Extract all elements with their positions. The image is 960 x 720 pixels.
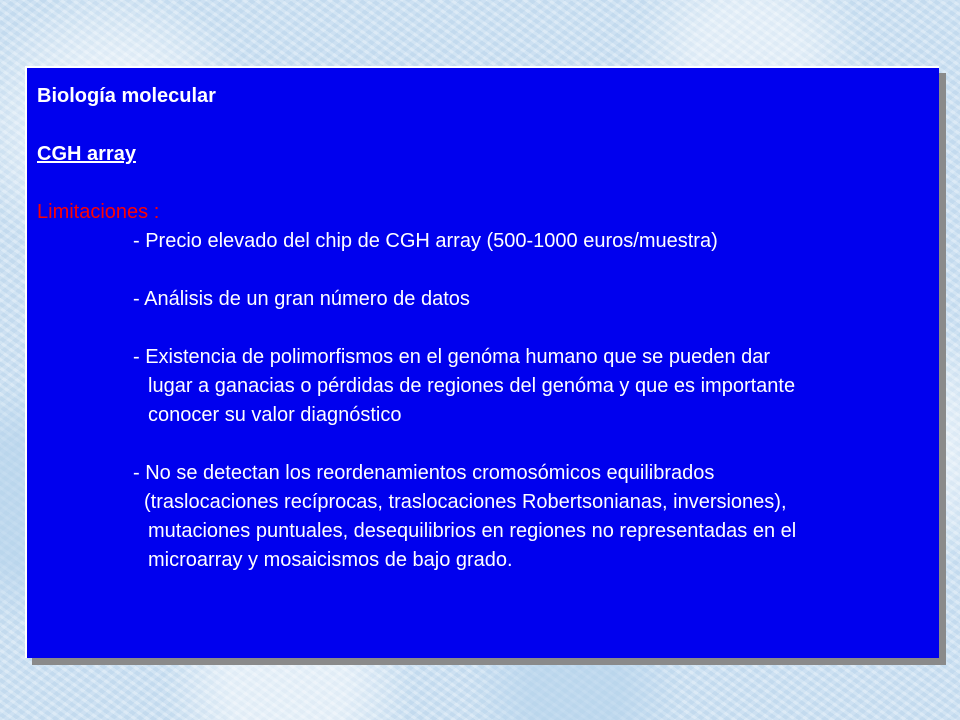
- slide-subtitle: CGH array: [37, 143, 136, 165]
- bullet-data-analysis: - Análisis de un gran número de datos: [133, 288, 470, 310]
- bullet-polymorphisms-line-3: conocer su valor diagnóstico: [148, 404, 402, 426]
- limitations-label: Limitaciones :: [37, 201, 160, 223]
- bullet-rearrangements-line-4: microarray y mosaicismos de bajo grado.: [148, 549, 513, 571]
- bullet-rearrangements: - No se detectan los reordenamientos cromosómicos equilibrados: [133, 462, 715, 484]
- slide-title: Biología molecular: [37, 85, 216, 107]
- bullet-rearrangements-line-3: mutaciones puntuales, desequilibrios en regiones no representadas en el: [148, 520, 797, 542]
- bullet-rearrangements-line-2: (traslocaciones recíprocas, traslocaciones Robertsonianas, inversiones),: [144, 491, 787, 513]
- bullet-polymorphisms: - Existencia de polimorfismos en el genóma humano que se pueden dar: [133, 346, 771, 368]
- content-panel: [25, 66, 939, 658]
- bullet-polymorphisms-line-2: lugar a ganacias o pérdidas de regiones del genóma y que es importante: [148, 375, 796, 397]
- bullet-price: - Precio elevado del chip de CGH array (500-1000 euros/muestra): [133, 230, 718, 252]
